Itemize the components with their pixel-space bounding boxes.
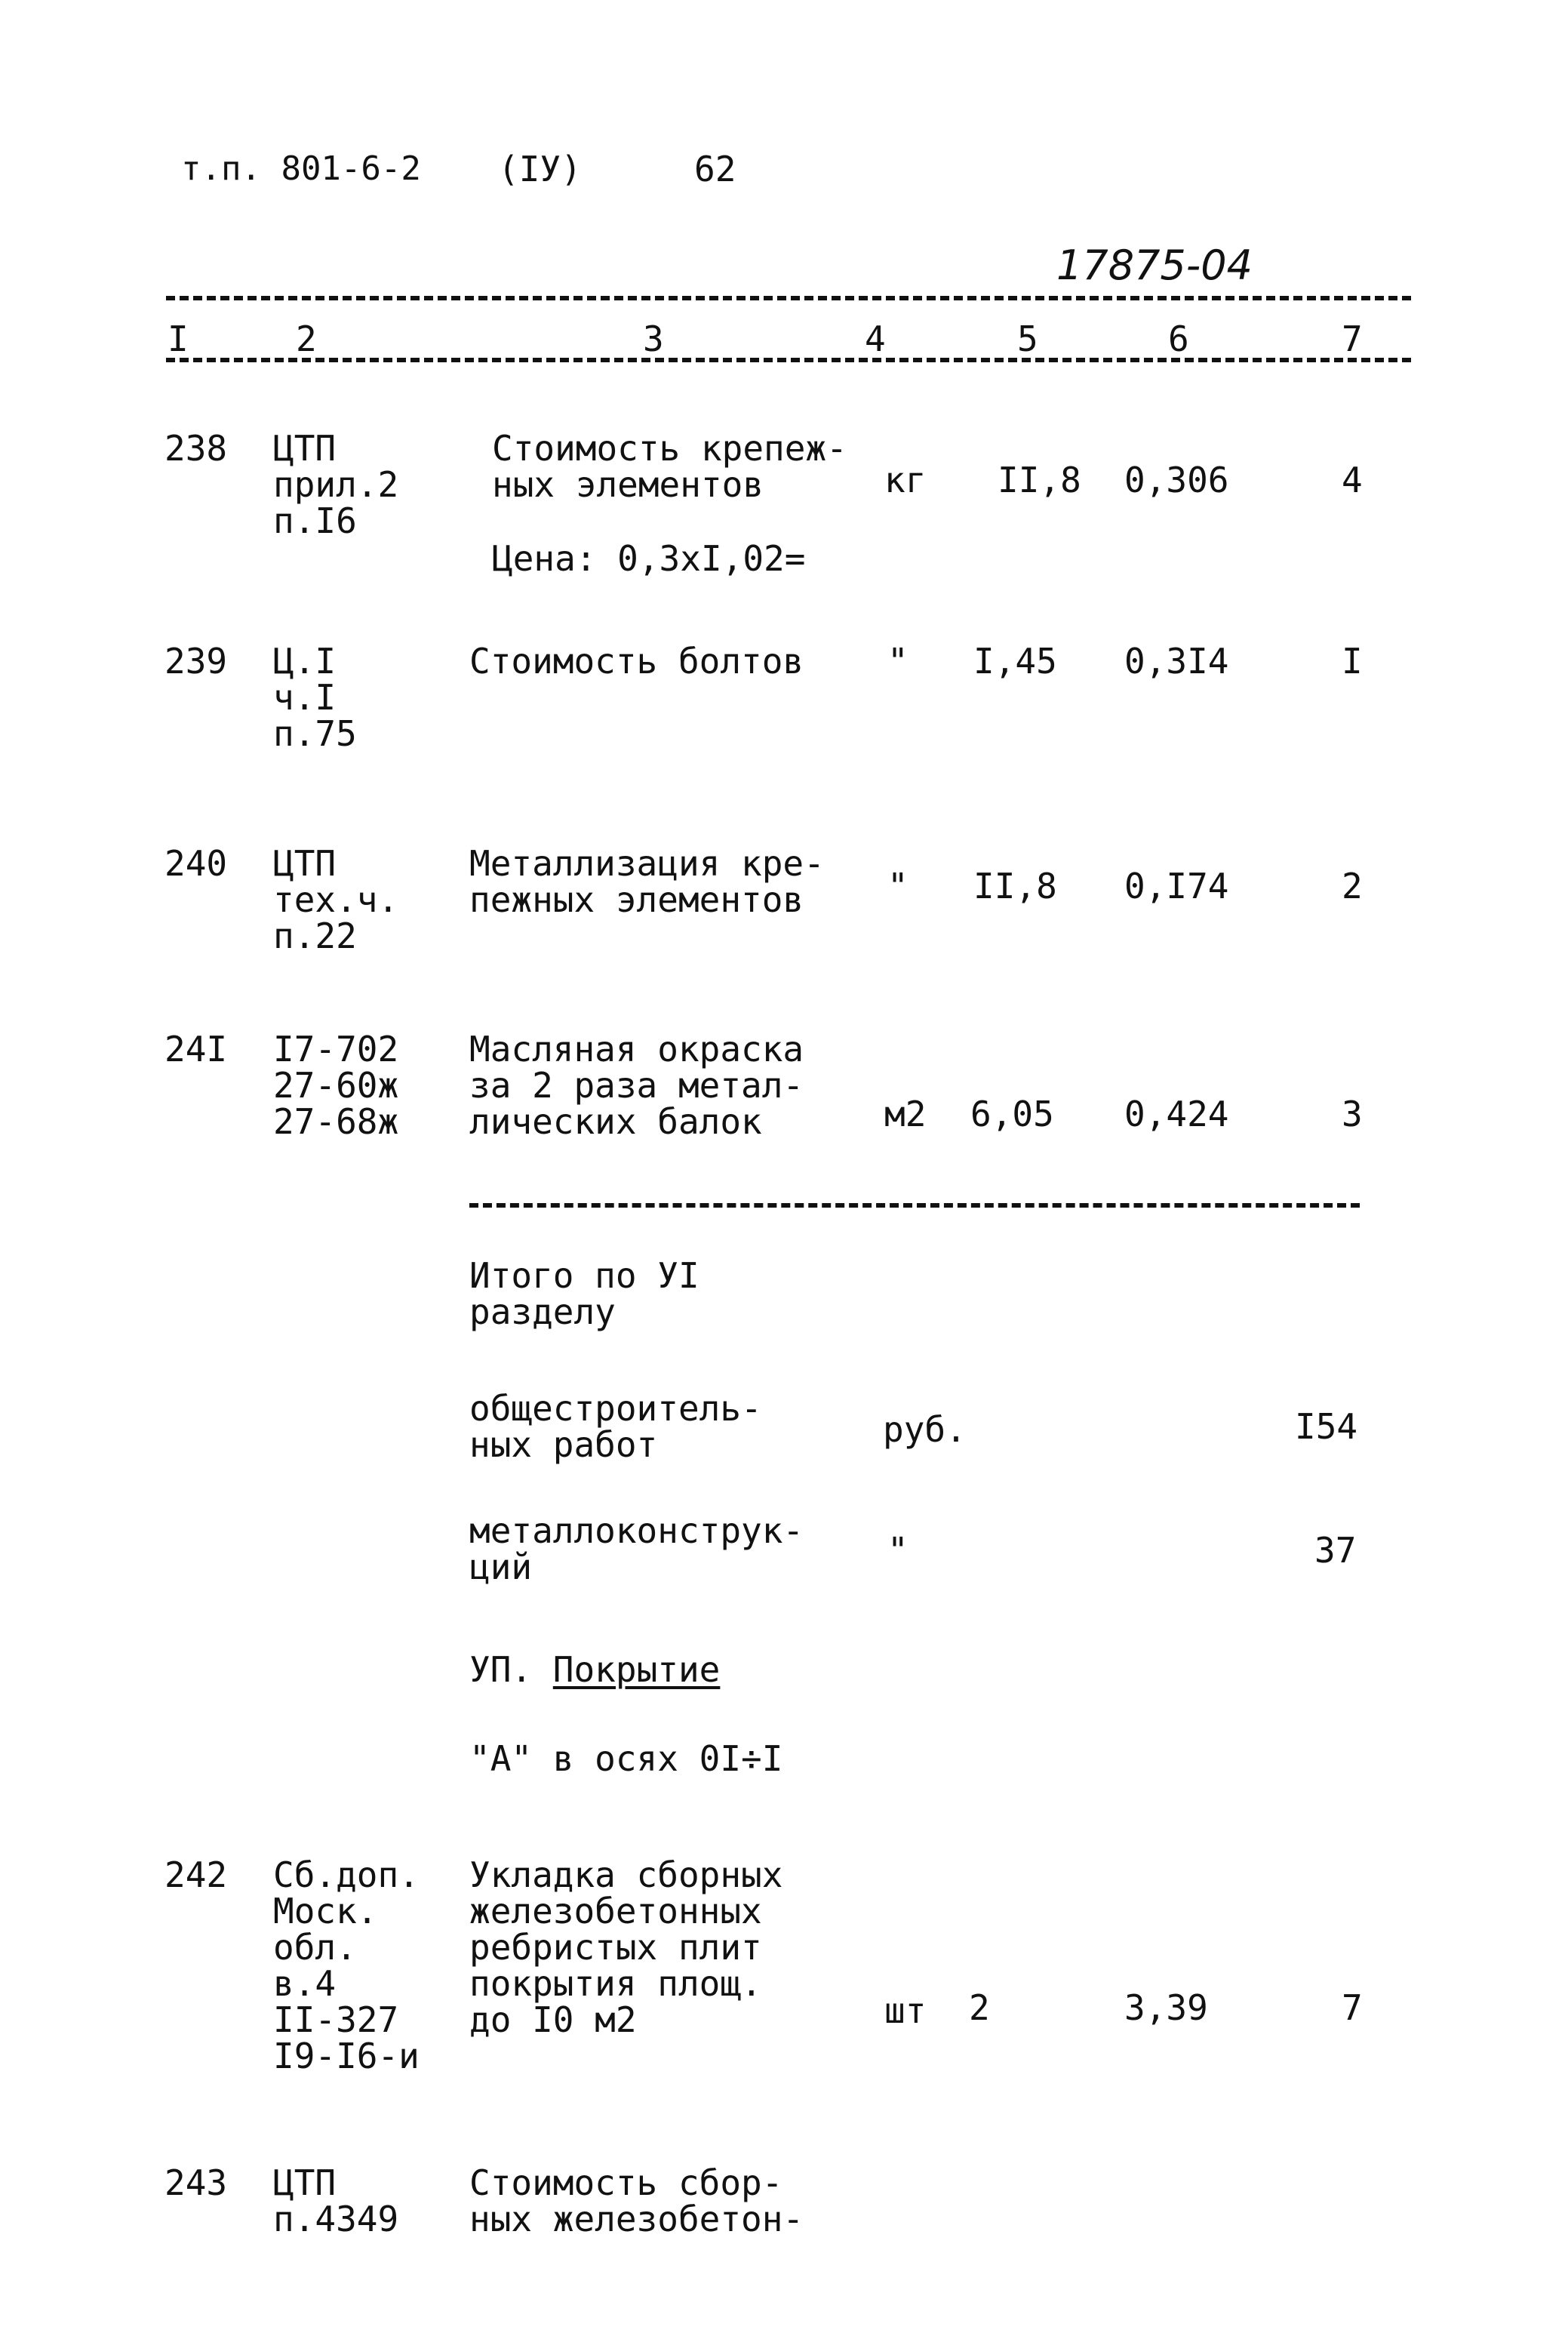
summary-item-label: металлоконструк- ций — [469, 1510, 804, 1587]
row-number: 238 — [164, 428, 228, 469]
row-quantity: II,8 — [973, 866, 1057, 906]
row-description: Стоимость болтов — [469, 641, 804, 682]
row-number: 24I — [164, 1029, 228, 1070]
col-header-3: 3 — [643, 319, 664, 359]
section-subtitle: "А" в осях 0I÷I — [469, 1738, 783, 1779]
row-reference: ЦТП п.4349 — [273, 2162, 399, 2239]
col-header-1: I — [168, 319, 189, 359]
row-reference: I7-702 27-60ж 27-68ж — [273, 1029, 399, 1142]
row-unit-price: 0,424 — [1124, 1094, 1229, 1134]
row-unit-price: 0,3I4 — [1124, 641, 1229, 682]
row-unit: " — [887, 866, 909, 906]
row-unit: " — [887, 641, 909, 682]
col-header-5: 5 — [1017, 319, 1038, 359]
row-price-note: Цена: 0,3хI,02= — [492, 538, 806, 579]
summary-item-label: общестроитель- ных работ — [469, 1388, 762, 1465]
col-header-4: 4 — [865, 319, 886, 359]
row-description: Металлизация кре- пежных элементов — [469, 843, 825, 920]
row-description: Стоимость крепеж- ных элементов — [492, 428, 847, 505]
row-number: 240 — [164, 843, 228, 884]
row-unit-price: 0,306 — [1124, 460, 1229, 500]
section-separator — [469, 1203, 1360, 1208]
section-heading — [469, 1651, 720, 1688]
col-header-7: 7 — [1342, 319, 1363, 359]
row-total: 3 — [1342, 1094, 1363, 1134]
document-code: т.п. 801-6-2 — [181, 149, 421, 188]
row-unit: м2 — [884, 1094, 927, 1134]
col-header-2: 2 — [296, 319, 317, 359]
row-reference: ЦТП прил.2 п.I6 — [273, 428, 399, 541]
row-quantity: II,8 — [998, 460, 1081, 500]
summary-item-total: 37 — [1314, 1530, 1357, 1571]
row-total: 7 — [1342, 1987, 1363, 2028]
header-rule-bottom — [166, 358, 1411, 362]
row-total: 2 — [1342, 866, 1363, 906]
row-number: 242 — [164, 1854, 228, 1895]
row-reference: ЦТП тех.ч. п.22 — [273, 843, 399, 956]
summary-title: Итого по УI разделу — [469, 1255, 699, 1332]
row-total: I — [1342, 641, 1363, 682]
row-description: Масляная окраска за 2 раза метал- лических балок — [469, 1029, 804, 1142]
summary-item-unit: руб. — [883, 1409, 967, 1450]
page-number: 62 — [694, 149, 736, 189]
row-number: 243 — [164, 2162, 228, 2203]
section-prefix: УП. — [469, 1649, 533, 1690]
row-quantity: 2 — [969, 1987, 990, 2028]
summary-item-unit: " — [887, 1530, 909, 1571]
header-rule-top — [166, 296, 1411, 300]
row-unit: кг — [884, 460, 927, 500]
row-reference: Сб.доп. Моск. обл. в.4 II-327 I9-I6-и — [273, 1854, 420, 2076]
row-number: 239 — [164, 641, 228, 682]
volume-label: (IУ) — [498, 149, 582, 189]
row-description: Стоимость сбор- ных железобетон- — [469, 2162, 804, 2239]
row-quantity: 6,05 — [970, 1094, 1054, 1134]
row-unit-price: 0,I74 — [1124, 866, 1229, 906]
row-description: Укладка сборных железобетонных ребристых плит покрытия площ. до I0 м2 — [469, 1854, 783, 2040]
row-total: 4 — [1342, 460, 1363, 500]
row-unit-price: 3,39 — [1124, 1987, 1208, 2028]
col-header-6: 6 — [1168, 319, 1189, 359]
summary-item-total: I54 — [1295, 1406, 1358, 1447]
section-title: Покрытие — [552, 1649, 721, 1690]
inventory-number: 17875-04 — [1056, 242, 1253, 289]
row-unit: шт — [884, 1990, 927, 2031]
row-quantity: I,45 — [973, 641, 1057, 682]
row-reference: Ц.I ч.I п.75 — [273, 641, 357, 754]
